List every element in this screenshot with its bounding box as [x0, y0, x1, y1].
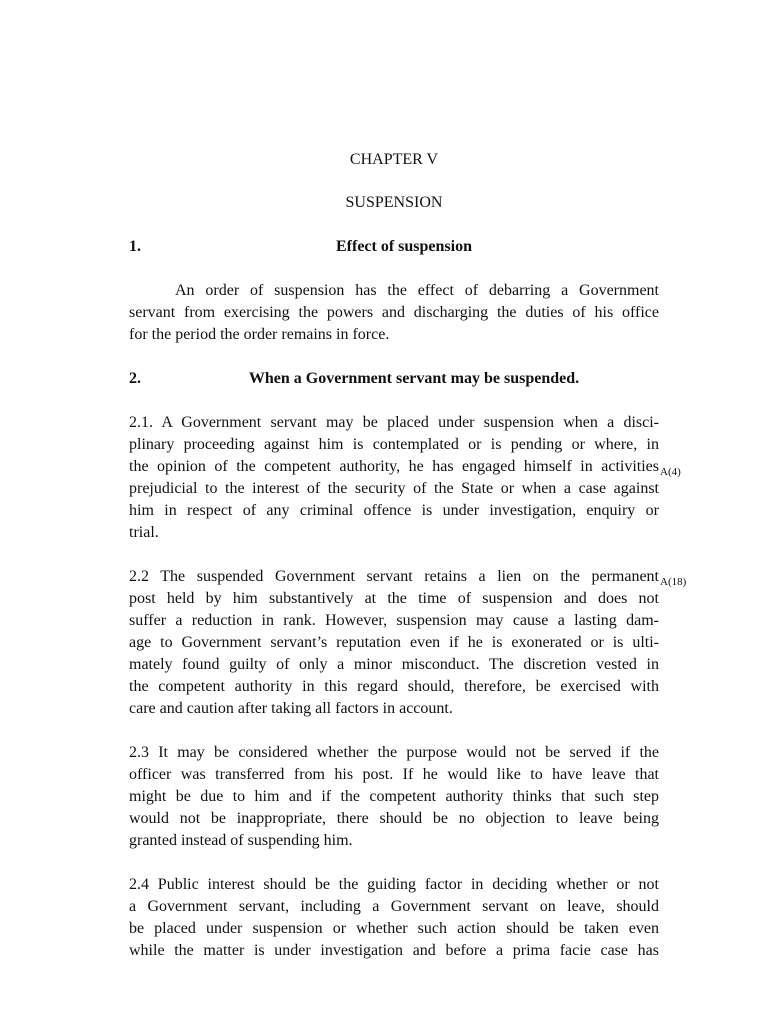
paragraph-2-1	[129, 412, 659, 544]
paragraph-line: 2.4 Public interest should be the guiding factor in deciding whether or not	[129, 876, 659, 893]
paragraph-line: 2.3 It may be considered whether the purpose would not be served if the	[129, 744, 659, 761]
margin-reference: A(4)	[660, 466, 681, 478]
paragraph-line: a Government servant, including a Government servant on leave, should	[129, 898, 659, 915]
paragraph-line: officer was transferred from his post. If he would like to have leave that	[129, 766, 659, 783]
paragraph-line: suffer a reduction in rank. However, suspension may cause a lasting dam-	[129, 612, 659, 629]
paragraph-line: for the period the order remains in force.	[129, 326, 390, 343]
section-1-heading	[129, 236, 659, 258]
paragraph-line: mately found guilty of only a minor misconduct. The discretion vested in	[129, 656, 659, 673]
paragraph-2-3	[129, 742, 659, 852]
paragraph-line: be placed under suspension or whether such action should be taken even	[129, 920, 659, 937]
paragraph-line: 2.1. A Government servant may be placed under suspension when a disci-	[129, 414, 659, 431]
section-2-heading	[129, 368, 659, 390]
paragraph-line: the competent authority in this regard should, therefore, be exercised with	[129, 678, 659, 695]
section-2-title: When a Government servant may be suspended.	[248, 370, 580, 387]
paragraph-line: An order of suspension has the effect of debarring a Government	[175, 282, 659, 299]
margin-reference: A(18)	[660, 576, 687, 588]
paragraph-line: would not be inappropriate, there should be no objection to leave being	[129, 810, 659, 827]
paragraph-line: while the matter is under investigation and before a prima facie case has	[129, 942, 659, 959]
paragraph-line: age to Government servant’s reputation even if he is exonerated or is ulti-	[129, 634, 659, 651]
paragraph-line: servant from exercising the powers and discharging the duties of his office	[129, 304, 659, 321]
paragraph-2-2	[129, 566, 659, 720]
section-1-number: 1.	[129, 238, 141, 255]
paragraph-line: care and caution after taking all factors in account.	[129, 700, 453, 717]
paragraph-2-4	[129, 874, 659, 962]
paragraph-line: plinary proceeding against him is contemplated or is pending or where, in	[129, 436, 659, 453]
section-2-number: 2.	[129, 370, 141, 387]
paragraph-line: granted instead of suspending him.	[129, 832, 353, 849]
paragraph-line: might be due to him and if the competent authority thinks that such step	[129, 788, 659, 805]
paragraph-line: trial.	[129, 524, 159, 541]
section-1-paragraph	[129, 280, 659, 346]
paragraph-line: prejudicial to the interest of the security of the State or when a case against	[129, 480, 659, 497]
chapter-heading: CHAPTER V	[349, 151, 439, 168]
paragraph-line: him in respect of any criminal offence is under investigation, enquiry or	[129, 502, 659, 519]
chapter-subject: SUSPENSION	[345, 194, 443, 211]
paragraph-line: post held by him substantively at the time of suspension and does not	[129, 590, 659, 607]
paragraph-line: 2.2 The suspended Government servant retains a lien on the permanent	[129, 568, 659, 585]
paragraph-line: the opinion of the competent authority, he has engaged himself in activities	[129, 458, 659, 475]
section-1-title: Effect of suspension	[335, 238, 472, 255]
